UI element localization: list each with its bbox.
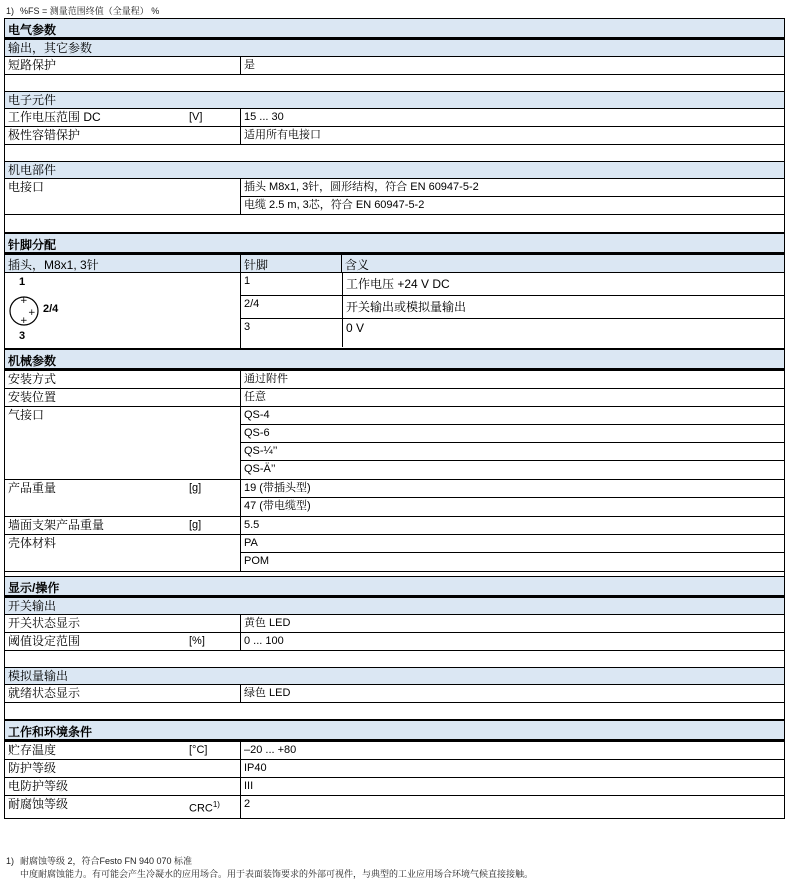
pin-rows <box>240 273 784 348</box>
row-value: 黄色 LED <box>240 615 784 632</box>
row-value: 任意 <box>240 389 784 406</box>
pin-table-header <box>5 255 784 273</box>
footnote-number: 1) <box>6 856 15 866</box>
row-label: 极性容错保护 <box>8 128 81 142</box>
row-value: 适用所有电接口 <box>240 127 784 144</box>
row-unit: [g] <box>189 519 202 531</box>
table-row <box>5 57 784 75</box>
electromech-subtitle: 机电部件 <box>5 162 784 179</box>
row-value: QS-Ä’’ <box>244 463 276 475</box>
row-values <box>240 480 784 516</box>
pin-number: 3 <box>244 321 251 333</box>
svg-text:+: + <box>28 308 36 318</box>
pin-col-meaning: 含义 <box>341 255 784 272</box>
pin-label-2-4: 2/4 <box>43 303 59 315</box>
switch-output-subtitle: 开关输出 <box>5 598 784 615</box>
spacer-row <box>5 145 784 162</box>
row-label: 耐腐蚀等级 <box>8 797 69 811</box>
footnote-line2: 中度耐腐蚀能力。有可能会产生冷凝水的应用场合。用于表面装饰要求的外部可视件，与典型的工业应用场合环境气候直接接触。 <box>20 869 534 879</box>
row-values <box>240 535 784 571</box>
output-subtitle: 输出，其它参数 <box>5 40 784 57</box>
section-mechanical-title: 机械参数 <box>5 349 784 371</box>
row-value: 是 <box>240 57 784 74</box>
pin-meaning: 开关输出或模拟量输出 <box>342 296 784 318</box>
row-label: 阈值设定范围 <box>8 634 81 648</box>
table-row <box>5 615 784 633</box>
section-display-title: 显示/操作 <box>5 576 784 598</box>
row-value: 2 <box>240 796 784 818</box>
pin-number: 2/4 <box>244 298 260 310</box>
row-label: 墙面支架产品重量 <box>8 518 105 532</box>
analog-output-subtitle: 模拟量输出 <box>5 668 784 685</box>
table-row <box>5 796 784 819</box>
pin-number: 1 <box>244 275 251 287</box>
table-row <box>241 319 784 347</box>
section-environment-title: 工作和环境条件 <box>5 720 784 742</box>
row-value: 19 (带插头型) <box>241 480 784 498</box>
row-value: PA <box>241 535 784 553</box>
row-value: 插头 M8x1, 3针，圆形结构，符合 EN 60947-5-2 <box>240 179 784 197</box>
table-row <box>5 109 784 127</box>
table-row <box>5 197 784 215</box>
footnote-ref: 1) <box>212 800 220 809</box>
spacer-row <box>5 703 784 720</box>
row-unit <box>186 796 240 818</box>
row-value: 通过附件 <box>240 371 784 388</box>
top-footnote <box>6 4 159 17</box>
row-value: 5.5 <box>240 517 784 534</box>
row-label: 电接口 <box>8 180 45 194</box>
row-value: QS-¼’’ <box>241 443 784 461</box>
row-label: 产品重量 <box>8 481 57 495</box>
section-pin-title: 针脚分配 <box>5 233 784 255</box>
table-row <box>5 633 784 651</box>
row-label: 气接口 <box>8 408 45 422</box>
plug-diagram <box>5 273 240 348</box>
row-label: 就绪状态显示 <box>8 686 81 700</box>
pin-col-pin: 针脚 <box>240 255 341 272</box>
table-row <box>241 296 784 319</box>
row-unit: [V] <box>189 111 203 123</box>
table-row <box>5 407 784 480</box>
pin-col-plug: 插头，M8x1, 3针 <box>8 258 99 272</box>
table-row <box>5 742 784 760</box>
pin-table-body <box>5 273 784 349</box>
crc-unit: CRC <box>189 802 213 815</box>
row-label-empty <box>5 197 240 214</box>
row-label: 安装位置 <box>8 390 57 404</box>
table-row <box>5 778 784 796</box>
pin-label-1: 1 <box>19 276 26 288</box>
pin-meaning: 工作电压 +24 V DC <box>342 273 784 295</box>
table-row <box>5 517 784 535</box>
pin-label-3: 3 <box>19 330 26 342</box>
footnote-text: %FS = 测量范围终值（全量程） % <box>20 6 160 16</box>
row-label: 开关状态显示 <box>8 616 81 630</box>
svg-text:+: + <box>20 296 28 306</box>
table-row <box>241 273 784 296</box>
footnote-number: 1) <box>6 6 15 16</box>
row-value: 15 ... 30 <box>240 109 784 126</box>
pin-meaning: 0 V <box>342 319 784 347</box>
row-value: POM <box>244 555 270 567</box>
row-value: 绿色 LED <box>240 685 784 702</box>
footnote-line1: 耐腐蚀等级 2，符合Festo FN 940 070 标准 <box>20 856 193 866</box>
row-unit: [%] <box>189 635 205 647</box>
row-label: 短路保护 <box>8 58 57 72</box>
row-label: 贮存温度 <box>8 743 57 757</box>
table-row <box>5 760 784 778</box>
row-value: III <box>240 778 784 795</box>
row-label: 工作电压范围 DC <box>8 110 101 124</box>
table-row <box>5 127 784 145</box>
row-value: –20 ... +80 <box>240 742 784 759</box>
row-unit: [g] <box>189 482 202 494</box>
row-label: 电防护等级 <box>8 779 69 793</box>
table-row <box>5 389 784 407</box>
bottom-footnote <box>6 855 533 881</box>
spacer-row <box>5 651 784 668</box>
row-unit: [°C] <box>189 744 208 756</box>
row-value: QS-4 <box>241 407 784 425</box>
table-row <box>5 179 784 197</box>
table-row <box>5 535 784 572</box>
svg-text:+: + <box>20 316 28 326</box>
row-label: 安装方式 <box>8 372 57 386</box>
row-value: QS-6 <box>241 425 784 443</box>
table-row <box>5 480 784 517</box>
datasheet-table <box>4 18 785 819</box>
spacer-row <box>5 215 784 233</box>
row-value: 电缆 2.5 m, 3芯，符合 EN 60947-5-2 <box>240 197 784 214</box>
electronics-subtitle: 电子元件 <box>5 92 784 109</box>
spacer-row <box>5 75 784 92</box>
table-row <box>5 685 784 703</box>
row-label: 壳体材料 <box>8 536 57 550</box>
row-value: 47 (带电缆型) <box>244 500 311 512</box>
row-values <box>240 407 784 479</box>
section-electrical-title: 电气参数 <box>5 18 784 40</box>
row-value: IP40 <box>240 760 784 777</box>
row-value: 0 ... 100 <box>240 633 784 650</box>
table-row <box>5 371 784 389</box>
row-label: 防护等级 <box>8 761 57 775</box>
